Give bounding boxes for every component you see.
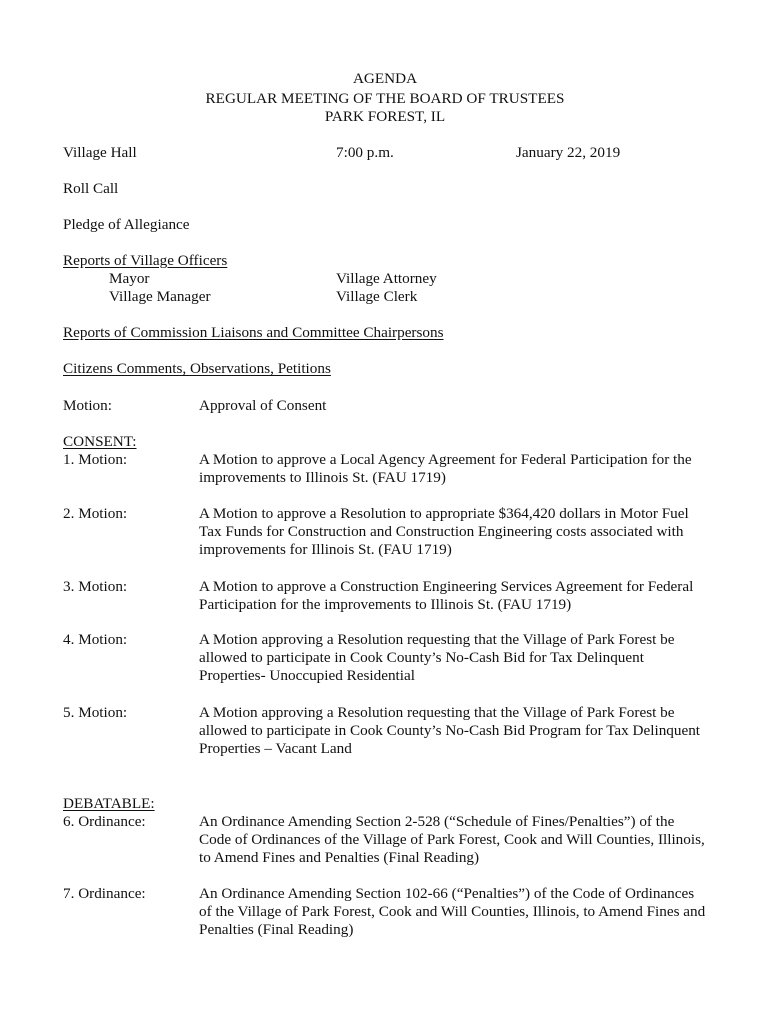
- item-label: 7. Ordinance:: [63, 885, 146, 902]
- officer-clerk: Village Clerk: [336, 288, 418, 305]
- item-line: to Amend Fines and Penalties (Final Reading): [199, 849, 480, 866]
- item-line: Tax Funds for Construction and Construction Engineering costs associated with: [199, 523, 684, 540]
- approval-label: Motion:: [63, 397, 112, 414]
- officer-manager: Village Manager: [109, 288, 211, 305]
- item-label: 6. Ordinance:: [63, 813, 146, 830]
- roll-call: Roll Call: [63, 180, 119, 197]
- item-line: An Ordinance Amending Section 2-528 (“Schedule of Fines/Penalties”) of the: [199, 813, 675, 830]
- citizens-comments-heading: Citizens Comments, Observations, Petitions: [63, 360, 331, 377]
- debatable-heading: DEBATABLE:: [63, 795, 155, 812]
- item-line: Code of Ordinances of the Village of Park Forest, Cook and Will Counties, Illinois,: [199, 831, 705, 848]
- item-description: [199, 578, 719, 614]
- item-description: [199, 505, 719, 559]
- meeting-location: Village Hall: [63, 144, 137, 161]
- agenda-title: AGENDA: [352, 70, 418, 87]
- item-description: [199, 631, 719, 685]
- item-label: 3. Motion:: [63, 578, 128, 595]
- item-line: of the Village of Park Forest, Cook and Will Counties, Illinois, to Amend Fines and: [199, 903, 706, 920]
- item-line: Properties- Unoccupied Residential: [199, 667, 415, 684]
- consent-heading: CONSENT:: [63, 433, 137, 450]
- item-label: 2. Motion:: [63, 505, 128, 522]
- item-description: [199, 704, 719, 758]
- item-description: [199, 813, 719, 867]
- item-description: [199, 451, 719, 487]
- officer-attorney: Village Attorney: [336, 270, 437, 287]
- meeting-type-title: REGULAR MEETING OF THE BOARD OF TRUSTEES: [205, 90, 565, 107]
- item-line: improvements to Illinois St. (FAU 1719): [199, 469, 446, 486]
- approval-text: Approval of Consent: [199, 397, 327, 414]
- item-line: Penalties (Final Reading): [199, 921, 354, 938]
- item-line: A Motion to approve a Construction Engineering Services Agreement for Federal: [199, 578, 694, 595]
- item-description: [199, 885, 719, 939]
- item-line: A Motion to approve a Resolution to appropriate $364,420 dollars in Motor Fuel: [199, 505, 689, 522]
- item-label: 1. Motion:: [63, 451, 128, 468]
- meeting-date: January 22, 2019: [516, 144, 621, 161]
- item-line: Properties – Vacant Land: [199, 740, 352, 757]
- item-line: A Motion approving a Resolution requesting that the Village of Park Forest be: [199, 704, 675, 721]
- item-line: allowed to participate in Cook County’s No-Cash Bid Program for Tax Delinquent: [199, 722, 701, 739]
- item-label: 4. Motion:: [63, 631, 128, 648]
- item-label: 5. Motion:: [63, 704, 128, 721]
- item-line: A Motion approving a Resolution requesting that the Village of Park Forest be: [199, 631, 675, 648]
- officers-heading: Reports of Village Officers: [63, 252, 228, 269]
- item-line: allowed to participate in Cook County’s No-Cash Bid for Tax Delinquent: [199, 649, 644, 666]
- meeting-time: 7:00 p.m.: [336, 144, 394, 161]
- item-line: improvements for Illinois St. (FAU 1719): [199, 541, 452, 558]
- officer-mayor: Mayor: [109, 270, 150, 287]
- item-line: An Ordinance Amending Section 102-66 (“Penalties”) of the Code of Ordinances: [199, 885, 695, 902]
- commission-reports-heading: Reports of Commission Liaisons and Committee Chairpersons: [63, 324, 444, 341]
- item-line: Participation for the improvements to Illinois St. (FAU 1719): [199, 596, 572, 613]
- pledge-of-allegiance: Pledge of Allegiance: [63, 216, 190, 233]
- item-line: A Motion to approve a Local Agency Agreement for Federal Participation for the: [199, 451, 692, 468]
- municipality-title: PARK FOREST, IL: [324, 108, 446, 125]
